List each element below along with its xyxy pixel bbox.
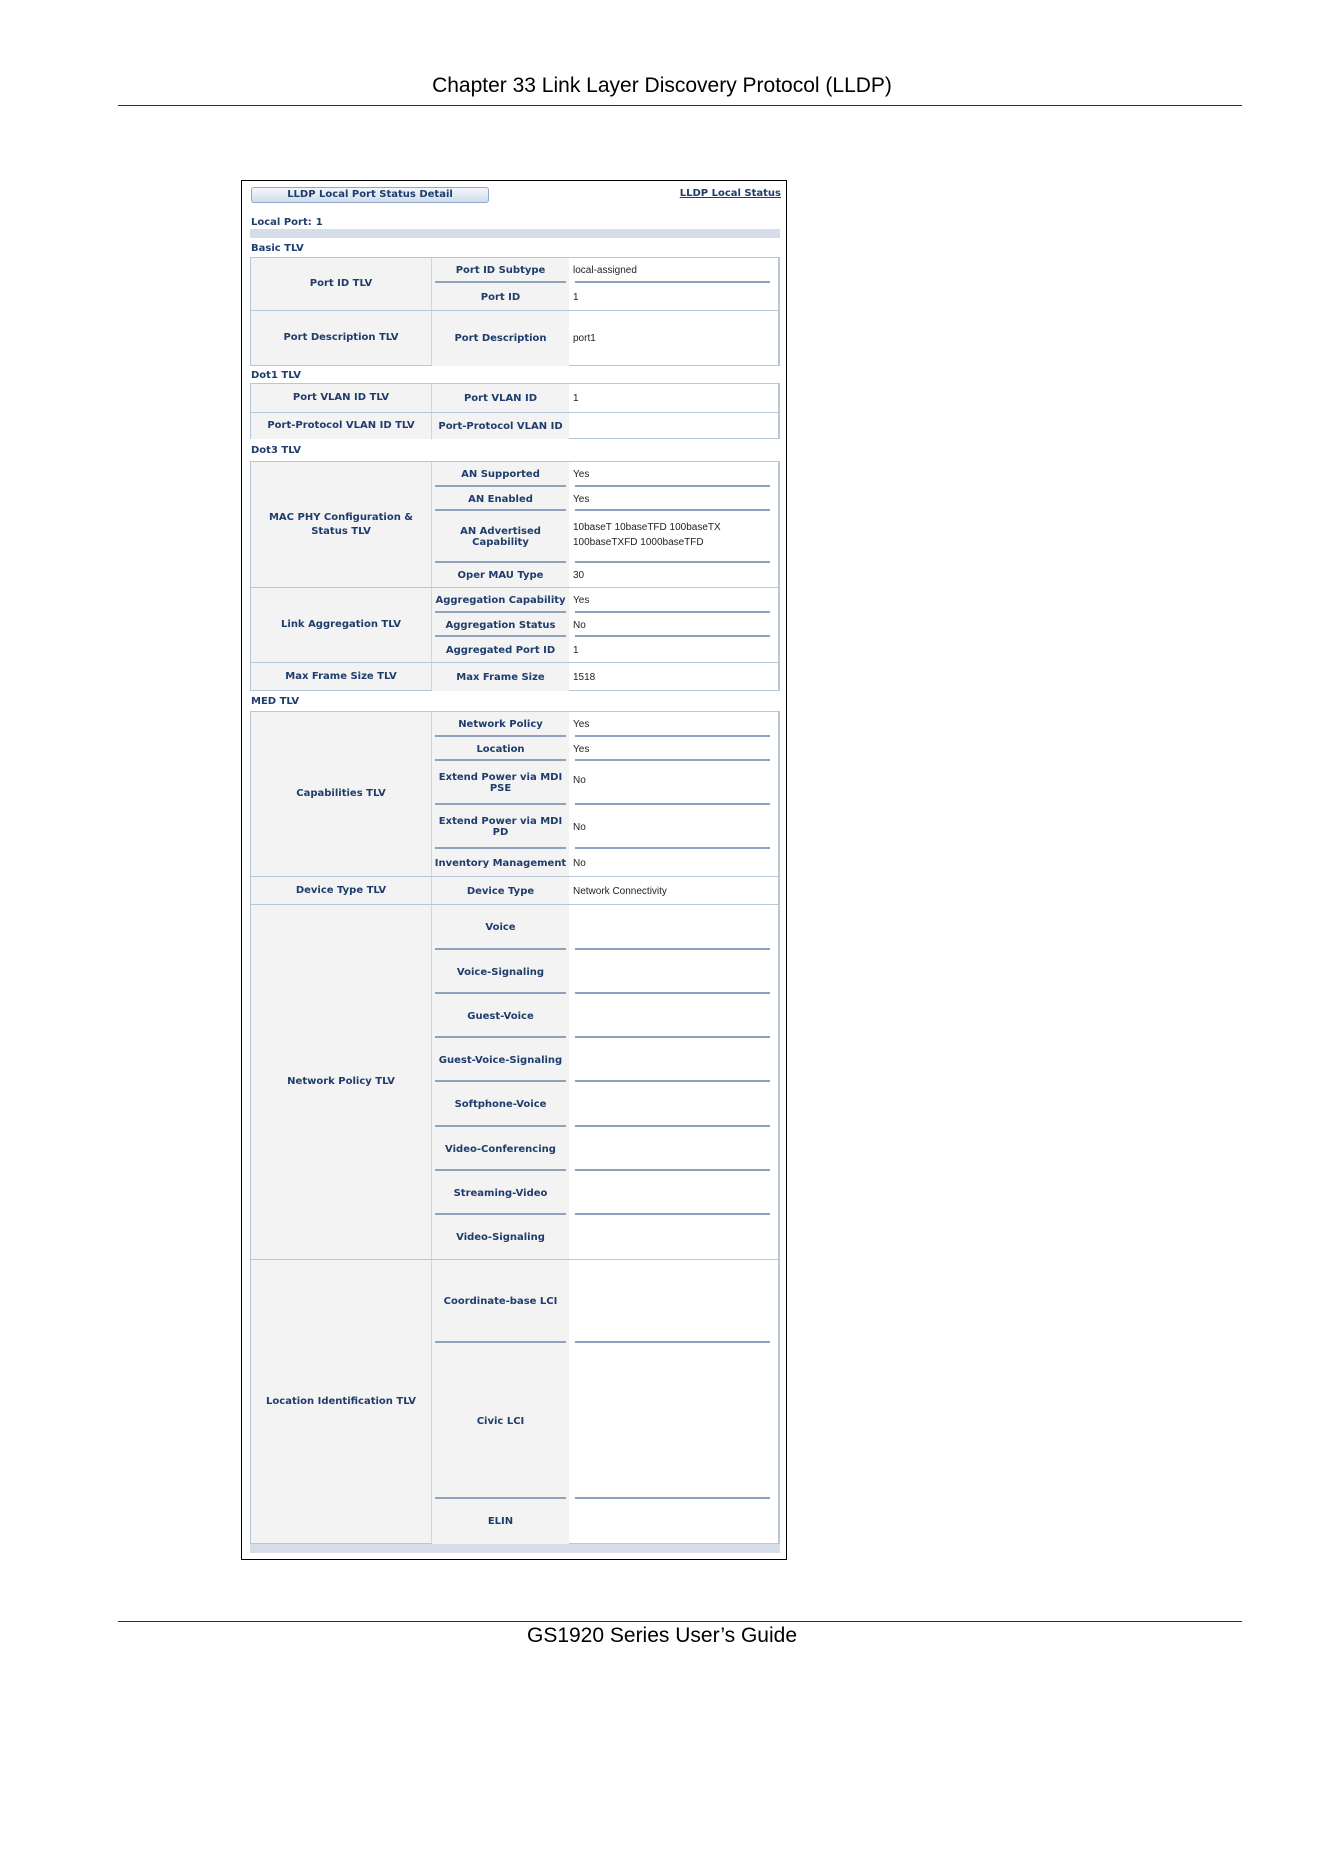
group-device-type-tlv <box>250 876 780 905</box>
voice-signaling-label: Voice-Signaling <box>432 950 569 994</box>
port-id-subtype-label: Port ID Subtype <box>432 258 569 283</box>
tlv-mac-phy-config: MAC PHY Configuration & Status TLV <box>251 462 431 587</box>
chapter-header: Chapter 33 Link Layer Discovery Protocol (LLDP) <box>432 74 892 97</box>
coordinate-lci-label: Coordinate-base LCI <box>432 1260 569 1343</box>
max-frame-size-value: 1518 <box>573 671 596 683</box>
aggregation-capability-label: Aggregation Capability <box>432 588 569 613</box>
row-elin <box>432 1499 778 1544</box>
row-location <box>432 737 778 761</box>
group-mac-phy-tlv <box>250 461 780 588</box>
row-network-policy <box>432 712 778 737</box>
device-type-value: Network Connectivity <box>573 885 667 897</box>
row-guest-voice <box>432 994 778 1038</box>
aggregation-status-value: No <box>573 619 586 631</box>
row-voice <box>432 905 778 950</box>
aggregated-port-id-label: Aggregated Port ID <box>432 637 569 663</box>
location-value: Yes <box>573 743 590 755</box>
voice-value <box>573 905 772 950</box>
guest-voice-value <box>573 994 772 1038</box>
video-signaling-value <box>573 1215 772 1260</box>
group-port-id-tlv <box>250 257 780 311</box>
an-advertised-line1: 10baseT 10baseTFD 100baseTX <box>573 522 721 533</box>
group-dot1 <box>250 383 780 439</box>
row-aggregation-capability <box>432 588 778 613</box>
port-description-value: port1 <box>573 333 596 344</box>
aggregation-capability-value: Yes <box>573 595 590 606</box>
tlv-port-vlan-id: Port VLAN ID TLV <box>251 384 431 412</box>
row-oper-mau <box>432 563 778 588</box>
row-extend-power-pd <box>432 805 778 849</box>
row-an-advertised <box>432 511 778 563</box>
civic-lci-value <box>573 1343 772 1499</box>
an-supported-label: AN Supported <box>432 462 569 487</box>
row-inventory-management <box>432 849 778 877</box>
port-id-value: 1 <box>573 291 579 303</box>
port-id-label: Port ID <box>432 283 569 311</box>
lldp-local-status-link[interactable]: LLDP Local Status <box>679 188 781 199</box>
streaming-video-label: Streaming-Video <box>432 1171 569 1215</box>
streaming-video-value <box>573 1171 772 1215</box>
an-enabled-label: AN Enabled <box>432 487 569 511</box>
local-port-value: 1 <box>315 217 323 228</box>
panel-title-tab: LLDP Local Port Status Detail <box>251 187 489 203</box>
section-dot1-tlv: Dot1 TLV <box>251 370 301 381</box>
extend-power-pse-label: Extend Power via MDI PSE <box>432 761 569 805</box>
softphone-voice-value <box>573 1082 772 1127</box>
tlv-port-id: Port ID TLV <box>251 258 431 310</box>
row-port-description <box>432 311 778 366</box>
page-footer: GS1920 Series User’s Guide <box>526 1624 798 1647</box>
elin-value <box>573 1499 772 1544</box>
row-an-supported <box>432 462 778 487</box>
tlv-port-description: Port Description TLV <box>251 311 431 365</box>
header-rule <box>118 105 1242 106</box>
row-video-conferencing <box>432 1127 778 1171</box>
max-frame-size-label: Max Frame Size <box>432 663 569 691</box>
tlv-location-identification: Location Identification TLV <box>251 1260 431 1543</box>
section-dot3-tlv: Dot3 TLV <box>251 445 301 456</box>
footer-bar <box>250 1544 780 1553</box>
local-port-label: Local Port: <box>251 217 312 228</box>
row-extend-power-pse <box>432 761 778 805</box>
oper-mau-label: Oper MAU Type <box>432 563 569 588</box>
guest-voice-signaling-value <box>573 1038 772 1082</box>
row-softphone-voice <box>432 1082 778 1127</box>
section-basic-tlv: Basic TLV <box>251 243 304 254</box>
tlv-link-aggregation: Link Aggregation TLV <box>251 588 431 662</box>
civic-lci-label: Civic LCI <box>432 1343 569 1499</box>
port-vlan-id-label: Port VLAN ID <box>432 384 569 412</box>
port-id-subtype-value: local-assigned <box>573 265 637 276</box>
location-label: Location <box>432 737 569 761</box>
local-port-line <box>251 217 323 228</box>
group-port-description-tlv <box>250 310 780 366</box>
footer-rule <box>118 1621 1242 1622</box>
row-coordinate-lci <box>432 1260 778 1343</box>
coordinate-lci-value <box>573 1260 772 1343</box>
row-streaming-video <box>432 1171 778 1215</box>
port-protocol-vlan-id-value <box>573 413 772 439</box>
an-advertised-line2: 100baseTXFD 1000baseTFD <box>573 537 704 548</box>
row-port-id <box>432 283 778 311</box>
row-guest-voice-signaling <box>432 1038 778 1082</box>
elin-label: ELIN <box>432 1499 569 1544</box>
an-advertised-label: AN Advertised Capability <box>432 511 569 563</box>
aggregated-port-id-value: 1 <box>573 644 579 656</box>
group-network-policy-tlv <box>250 904 780 1260</box>
row-aggregation-status <box>432 613 778 637</box>
row-voice-signaling <box>432 950 778 994</box>
video-signaling-label: Video-Signaling <box>432 1215 569 1260</box>
voice-label: Voice <box>432 905 569 950</box>
network-policy-label: Network Policy <box>432 712 569 737</box>
aggregation-status-label: Aggregation Status <box>432 613 569 637</box>
header-bar <box>250 229 780 238</box>
video-conferencing-value <box>573 1127 772 1171</box>
video-conferencing-label: Video-Conferencing <box>432 1127 569 1171</box>
row-port-vlan-id <box>432 384 778 412</box>
network-policy-value: Yes <box>573 719 590 730</box>
device-type-label: Device Type <box>432 877 569 905</box>
oper-mau-value: 30 <box>573 570 585 581</box>
screenshot-frame <box>241 180 787 1560</box>
group-max-frame-size-tlv <box>250 662 780 691</box>
extend-power-pd-value: No <box>573 821 586 833</box>
softphone-voice-label: Softphone-Voice <box>432 1082 569 1127</box>
tlv-max-frame-size: Max Frame Size TLV <box>251 663 431 690</box>
port-description-label: Port Description <box>432 311 569 366</box>
extend-power-pd-label: Extend Power via MDI PD <box>432 805 569 849</box>
group-location-identification-tlv <box>250 1259 780 1544</box>
an-enabled-value: Yes <box>573 493 590 505</box>
row-an-enabled <box>432 487 778 511</box>
row-video-signaling <box>432 1215 778 1260</box>
section-med-tlv: MED TLV <box>251 696 300 707</box>
group-capabilities-tlv <box>250 711 780 877</box>
row-port-protocol-vlan-id <box>432 413 778 439</box>
row-device-type <box>432 877 778 905</box>
row-port-id-subtype <box>432 258 778 283</box>
an-supported-value: Yes <box>573 469 590 480</box>
tlv-device-type: Device Type TLV <box>251 877 431 904</box>
guest-voice-signaling-label: Guest-Voice-Signaling <box>432 1038 569 1082</box>
inventory-management-value: No <box>573 857 586 869</box>
tlv-network-policy: Network Policy TLV <box>251 905 431 1259</box>
voice-signaling-value <box>573 950 772 994</box>
tlv-port-protocol-vlan-id: Port-Protocol VLAN ID TLV <box>251 413 431 439</box>
extend-power-pse-value: No <box>573 775 586 786</box>
group-link-aggregation-tlv <box>250 587 780 663</box>
row-civic-lci <box>432 1343 778 1499</box>
tlv-capabilities: Capabilities TLV <box>251 712 431 876</box>
inventory-management-label: Inventory Management <box>432 849 569 877</box>
row-aggregated-port-id <box>432 637 778 663</box>
port-vlan-id-value: 1 <box>573 392 579 404</box>
guest-voice-label: Guest-Voice <box>432 994 569 1038</box>
row-max-frame-size <box>432 663 778 691</box>
port-protocol-vlan-id-label: Port-Protocol VLAN ID <box>432 413 569 439</box>
